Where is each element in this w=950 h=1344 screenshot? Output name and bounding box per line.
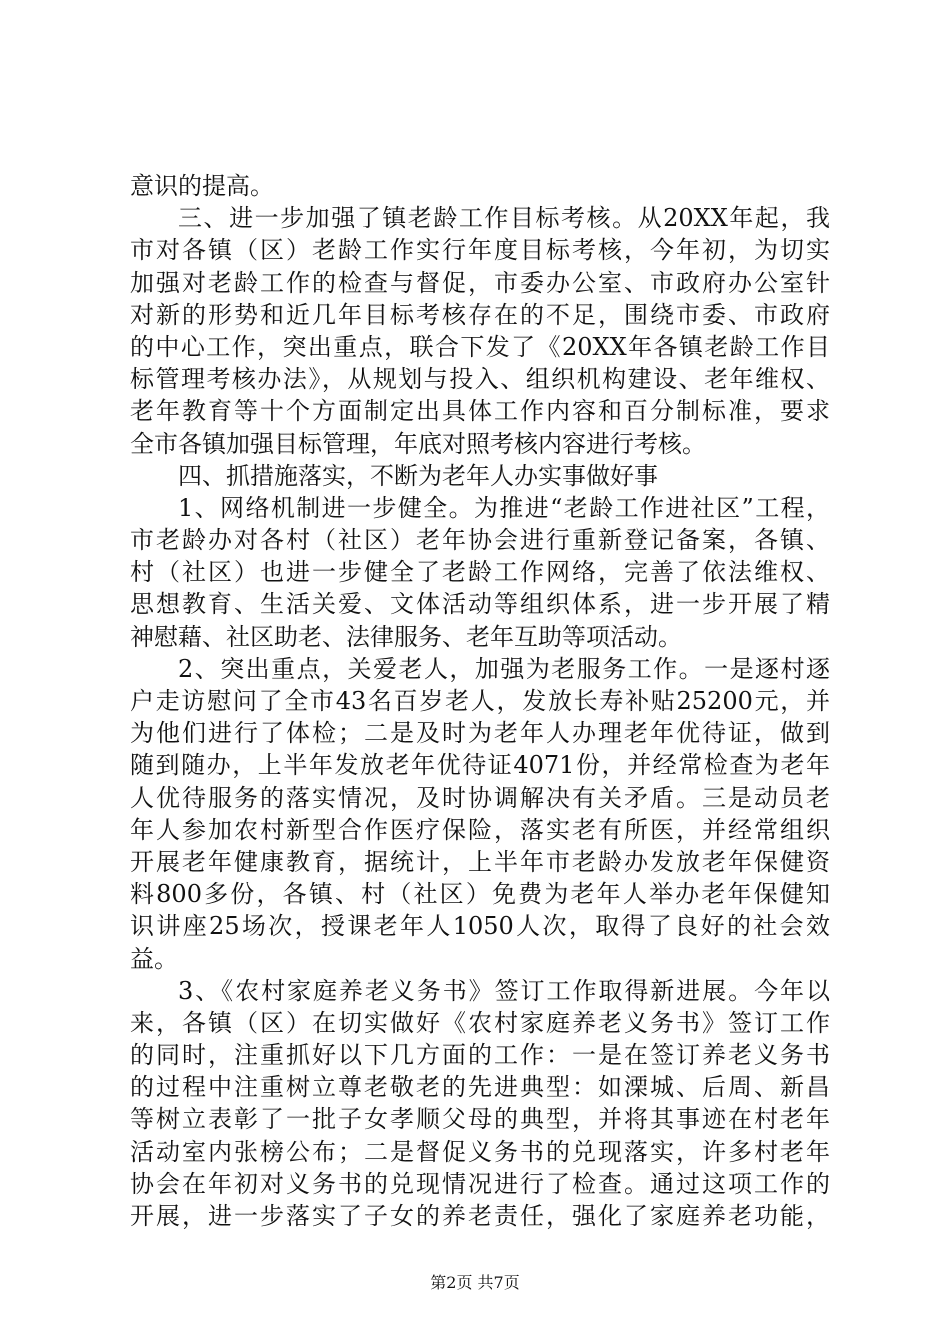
text-line: 思想教育、生活关爱、文体活动等组织体系，进一步开展了精 xyxy=(130,590,830,619)
text-line: 来，各镇（区）在切实做好《农村家庭养老义务书》签订工作 xyxy=(130,1008,830,1037)
paragraph xyxy=(130,202,830,460)
text-line: 对新的形势和近几年目标考核存在的不足，围绕市委、市政府 xyxy=(130,300,830,329)
text-line: 市老龄办对各村（社区）老年协会进行重新登记备案，各镇、 xyxy=(130,526,830,555)
text-line: 三、进一步加强了镇老龄工作目标考核。从20XX年起，我 xyxy=(178,204,830,233)
text-line: 益。 xyxy=(130,944,178,973)
text-line: 的中心工作，突出重点，联合下发了《20XX年各镇老龄工作目 xyxy=(130,332,830,361)
text-line: 四、抓措施落实，不断为老年人办实事做好事 xyxy=(178,461,658,490)
text-line: 全市各镇加强目标管理，年底对照考核内容进行考核。 xyxy=(130,429,706,458)
text-line: 村（社区）也进一步健全了老龄工作网络，完善了依法维权、 xyxy=(130,558,830,587)
text-line: 3、《农村家庭养老义务书》签订工作取得新进展。今年以 xyxy=(178,976,830,1005)
text-line: 标管理考核办法》，从规划与投入、组织机构建设、老年维权、 xyxy=(130,365,830,394)
paragraph xyxy=(130,492,830,653)
text-line: 料800多份，各镇、村（社区）免费为老年人举办老年保健知 xyxy=(130,880,830,909)
text-line: 人优待服务的落实情况，及时协调解决有关矛盾。三是动员老 xyxy=(130,783,830,812)
text-line: 为他们进行了体检；二是及时为老年人办理老年优待证，做到 xyxy=(130,719,830,748)
text-line: 活动室内张榜公布；二是督促义务书的兑现落实，许多村老年 xyxy=(130,1137,830,1166)
document-body xyxy=(130,170,830,1232)
text-line: 随到随办，上半年发放老年优待证4071份，并经常检查为老年 xyxy=(130,751,830,780)
text-line: 加强对老龄工作的检查与督促，市委办公室、市政府办公室针 xyxy=(130,268,830,297)
paragraph xyxy=(130,653,830,975)
text-line: 开展，进一步落实了子女的养老责任，强化了家庭养老功能， xyxy=(130,1202,830,1230)
text-line: 的同时，注重抓好以下几方面的工作：一是在签订养老义务书 xyxy=(130,1041,830,1070)
page-number-footer: 第2页 共7页 xyxy=(430,1273,520,1292)
text-line: 意识的提高。 xyxy=(130,172,274,200)
text-line: 的过程中注重树立尊老敬老的先进典型：如溧城、后周、新昌 xyxy=(130,1073,830,1102)
text-line: 开展老年健康教育，据统计，上半年市老龄办发放老年保健资 xyxy=(130,847,830,876)
text-line: 年人参加农村新型合作医疗保险，落实老有所医，并经常组织 xyxy=(130,815,830,844)
text-line: 识讲座25场次，授课老年人1050人次，取得了良好的社会效 xyxy=(130,912,830,941)
text-line: 等树立表彰了一批子女孝顺父母的典型，并将其事迹在村老年 xyxy=(130,1105,830,1134)
paragraph xyxy=(130,170,830,202)
paragraph xyxy=(130,975,830,1233)
text-line: 神慰藉、社区助老、法律服务、老年互助等项活动。 xyxy=(130,622,682,651)
text-line: 协会在年初对义务书的兑现情况进行了检查。通过这项工作的 xyxy=(130,1169,830,1198)
text-line: 2、突出重点，关爱老人，加强为老服务工作。一是逐村逐 xyxy=(178,654,830,683)
paragraph xyxy=(130,460,830,492)
text-line: 市对各镇（区）老龄工作实行年度目标考核，今年初，为切实 xyxy=(130,236,830,265)
text-line: 户走访慰问了全市43名百岁老人，发放长寿补贴25200元，并 xyxy=(130,687,830,715)
text-line: 老年教育等十个方面制定出具体工作内容和百分制标准，要求 xyxy=(130,397,830,426)
text-line: 1、网络机制进一步健全。为推进“老龄工作进社区”工程， xyxy=(178,493,830,522)
